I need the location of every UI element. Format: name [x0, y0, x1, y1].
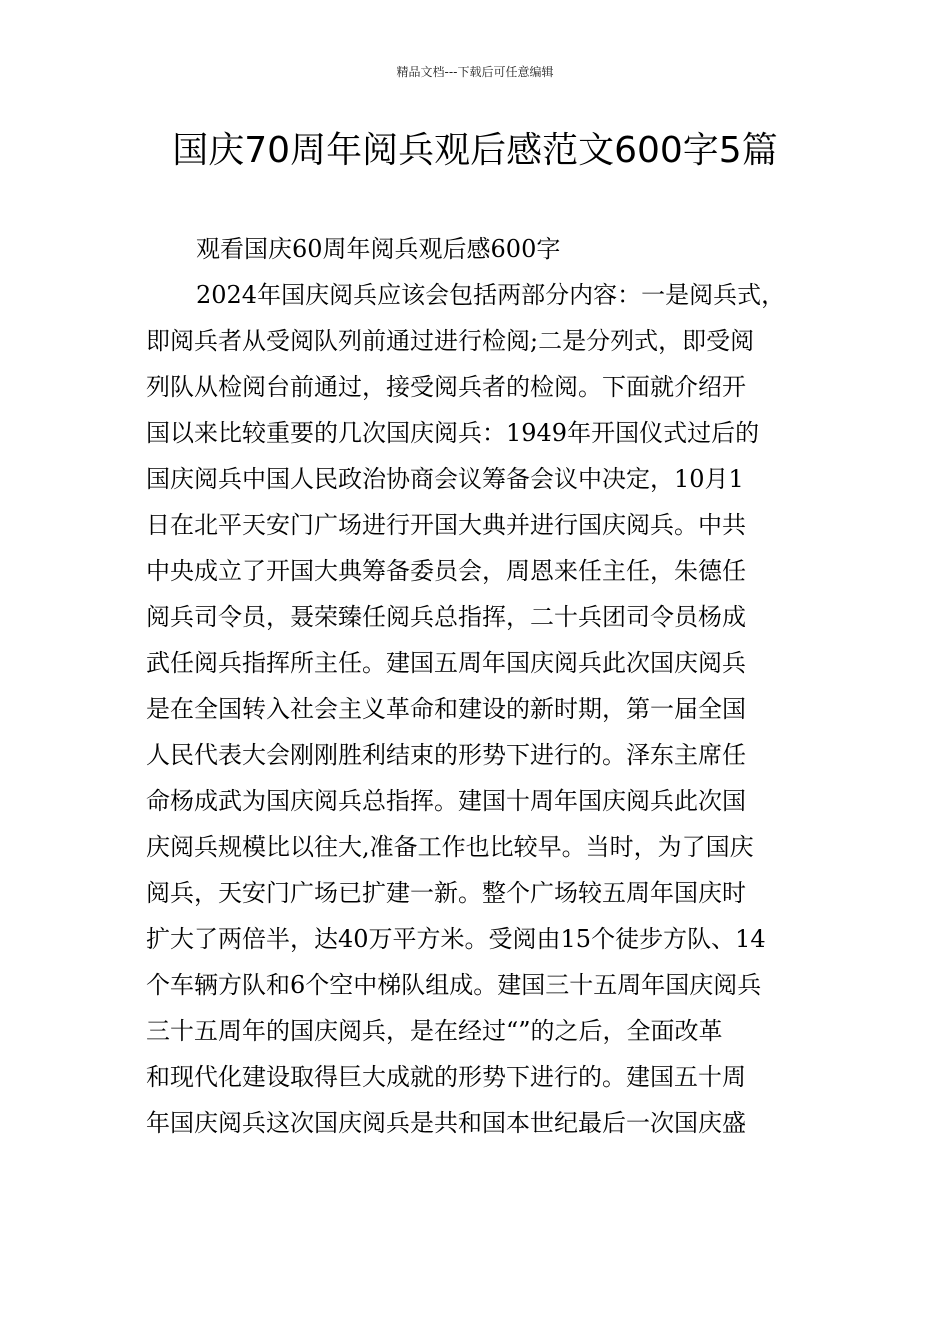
- paragraph-line: 年国庆阅兵这次国庆阅兵是共和国本世纪最后一次国庆盛: [146, 1109, 746, 1137]
- paragraph-line: 列队从检阅台前通过，接受阅兵者的检阅。下面就介绍开: [146, 373, 746, 401]
- paragraph-line: 是在全国转入社会主义革命和建设的新时期，第一届全国: [146, 695, 746, 723]
- paragraph-line: 国以来比较重要的几次国庆阅兵：1949年开国仪式过后的: [146, 419, 760, 447]
- paragraph-line: 扩大了两倍半，达40万平方米。受阅由15个徒步方队、14: [146, 925, 766, 953]
- paragraph-line: 国庆阅兵中国人民政治协商会议筹备会议中决定，10月1: [146, 465, 744, 493]
- paragraph-line: 即阅兵者从受阅队列前通过进行检阅;二是分列式，即受阅: [146, 327, 755, 355]
- section-subtitle: 观看国庆60周年阅兵观后感600字: [196, 235, 561, 263]
- paragraph-line: 个车辆方队和6个空中梯队组成。建国三十五周年国庆阅兵: [146, 971, 762, 999]
- page-header-note: 精品文档---下载后可任意编辑: [396, 65, 554, 79]
- paragraph-line: 日在北平天安门广场进行开国大典并进行国庆阅兵。中共: [146, 511, 746, 539]
- paragraph-line: 阅兵司令员，聂荣臻任阅兵总指挥，二十兵团司令员杨成: [146, 603, 746, 631]
- paragraph-line: 阅兵，天安门广场已扩建一新。整个广场较五周年国庆时: [146, 879, 746, 907]
- paragraph-line: 三十五周年的国庆阅兵，是在经过“”的之后，全面改革: [146, 1017, 723, 1045]
- paragraph-line: 人民代表大会刚刚胜利结束的形势下进行的。泽东主席任: [146, 741, 746, 769]
- paragraph-line: 武任阅兵指挥所主任。建国五周年国庆阅兵此次国庆阅兵: [146, 649, 746, 677]
- paragraph-line: 庆阅兵规模比以往大,准备工作也比较早。当时，为了国庆: [146, 833, 754, 861]
- paragraph-line: 命杨成武为国庆阅兵总指挥。建国十周年国庆阅兵此次国: [146, 787, 746, 815]
- document-title: 国庆70周年阅兵观后感范文600字5篇: [172, 130, 778, 171]
- paragraph-line: 2024年国庆阅兵应该会包括两部分内容：一是阅兵式，: [196, 281, 786, 309]
- paragraph-line: 中央成立了开国大典筹备委员会，周恩来任主任，朱德任: [146, 557, 746, 585]
- document-body: [146, 226, 806, 1146]
- paragraph-line: 和现代化建设取得巨大成就的形势下进行的。建国五十周: [146, 1063, 746, 1091]
